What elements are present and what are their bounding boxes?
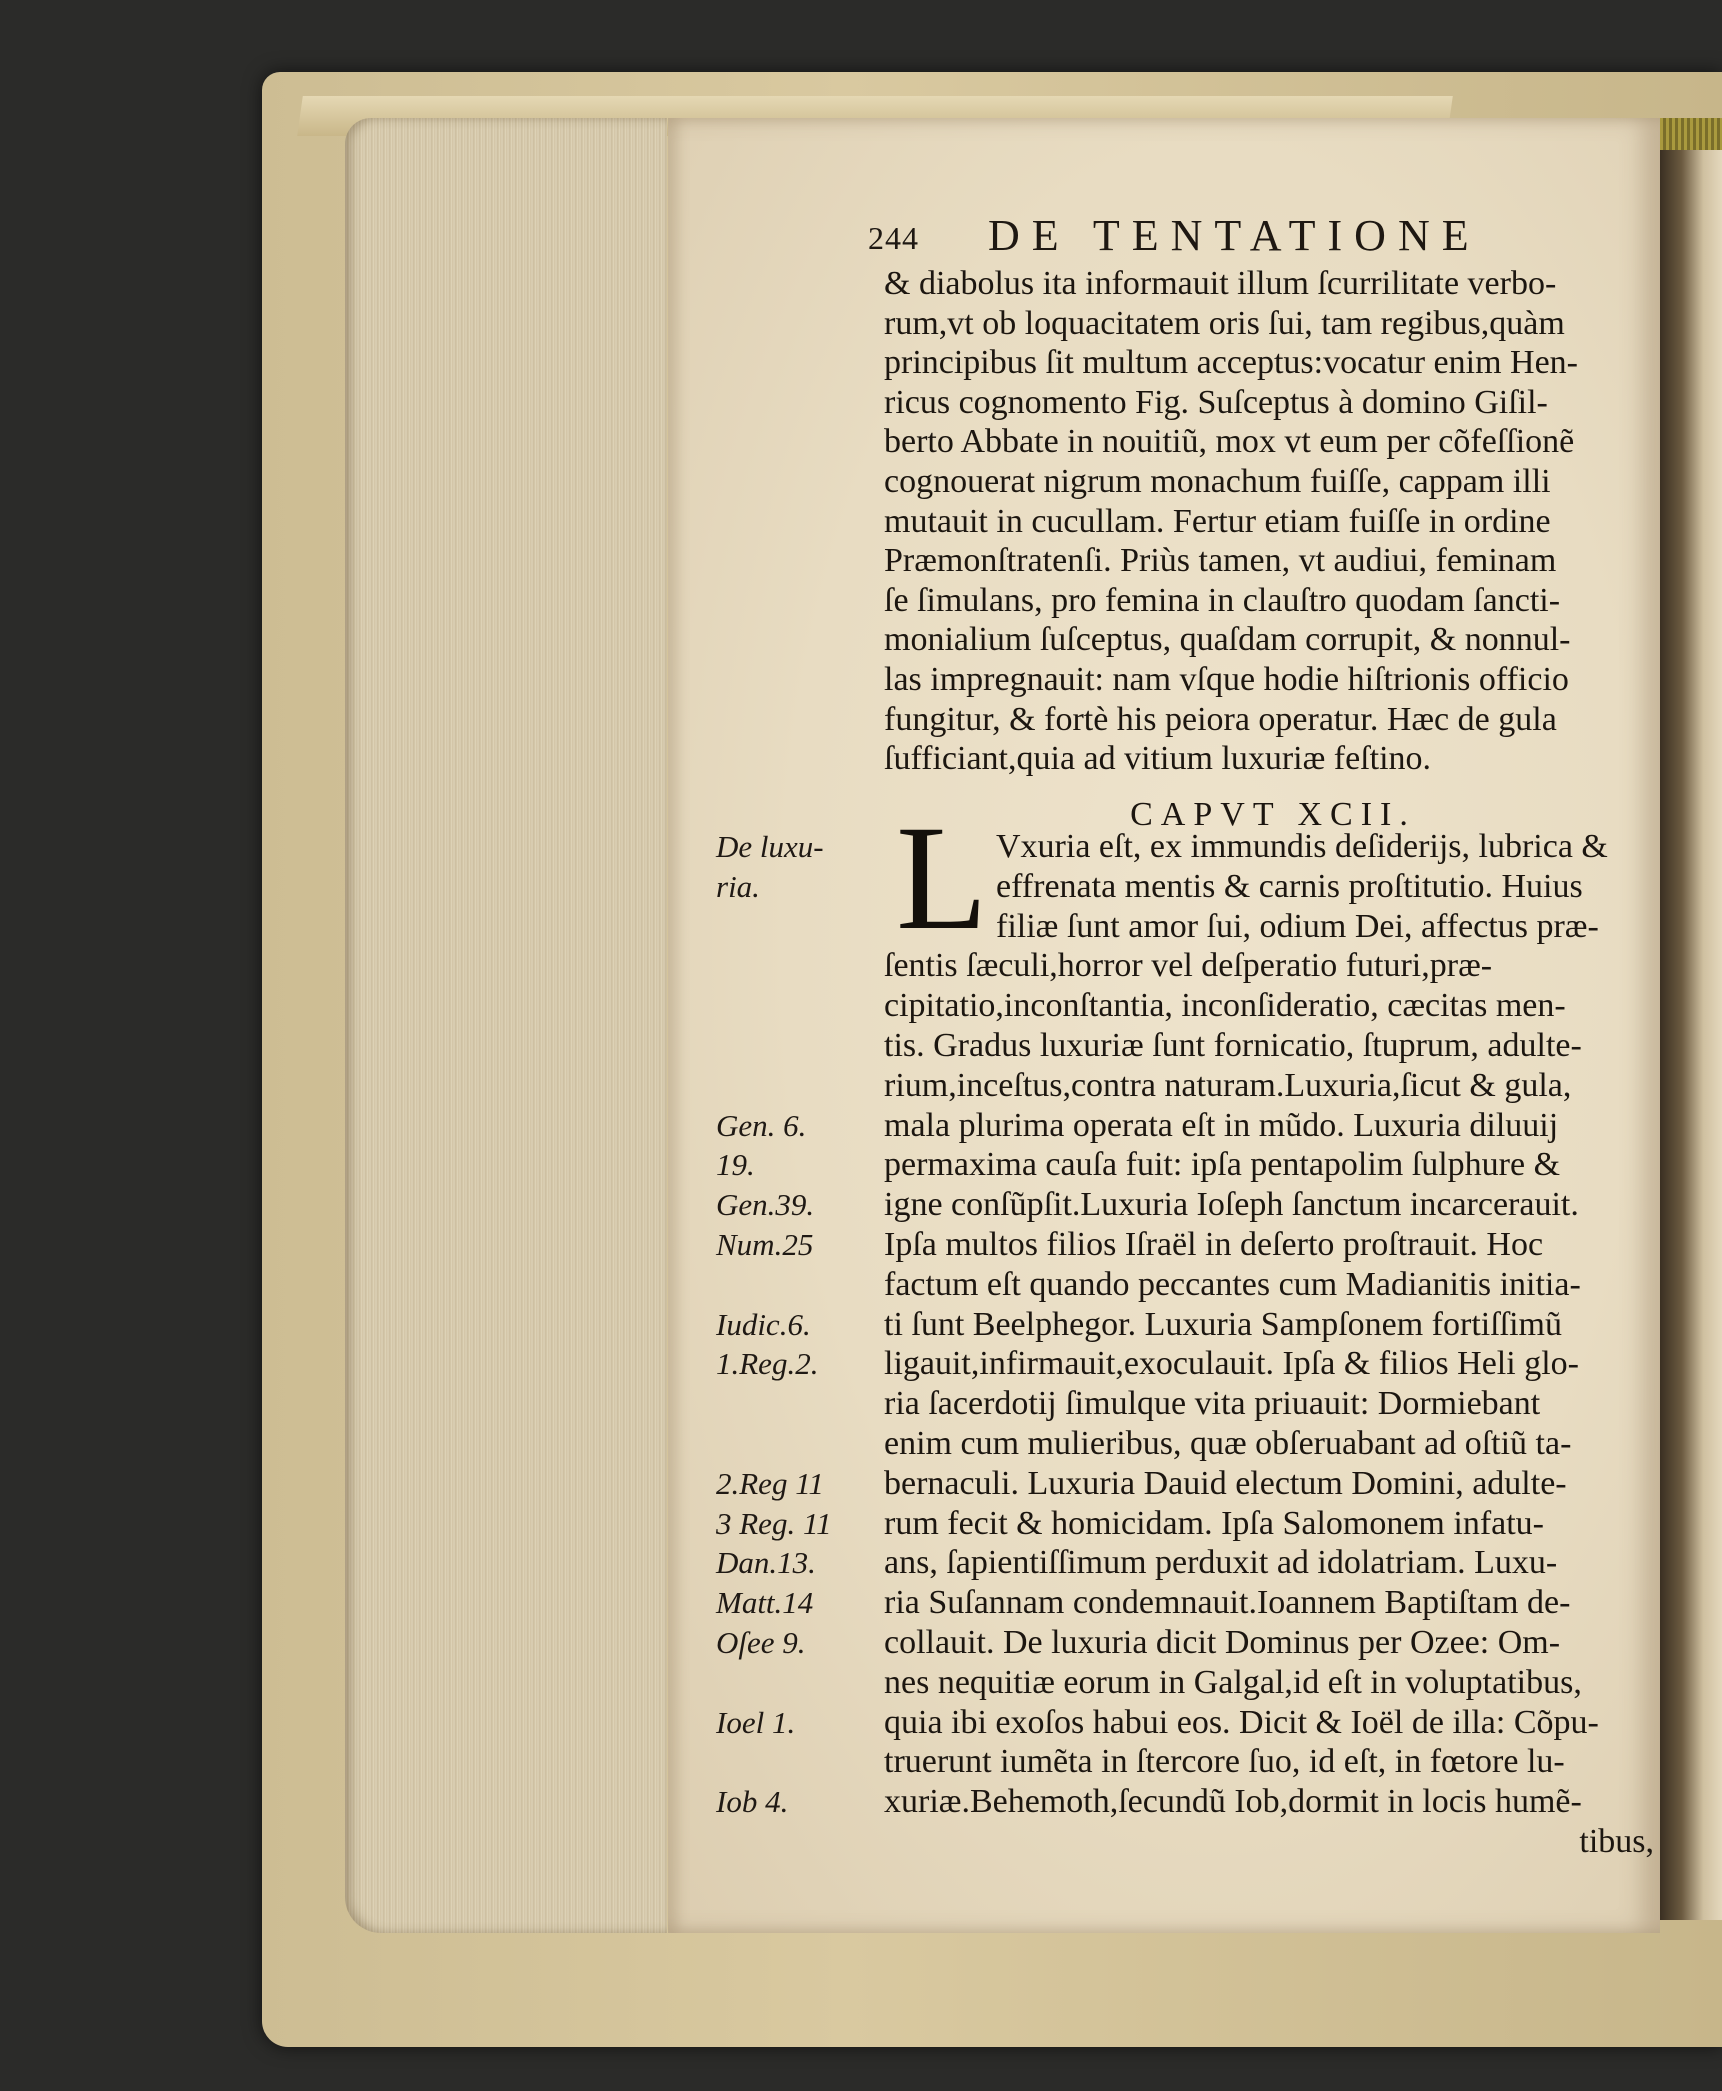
margin-note: Oſee 9. [716,1625,806,1660]
text-line: quia ibi exoſos habui eos. Dicit & Ioël de illa: Cõpu- [884,1703,1599,1741]
page-gutter [1660,150,1722,1920]
text-line: bernaculi. Luxuria Dauid electum Domini, adulte- [884,1464,1567,1502]
page-edges [345,118,667,1933]
text-line: Ipſa multos filios Iſraël in deſerto proſtrauit. Hoc [884,1225,1544,1263]
text-line: xuriæ.Behemoth,ſecundũ Iob,dormit in locis humẽ- [884,1783,1582,1821]
margin-note: 3 Reg. 11 [716,1505,832,1541]
text-line: tibus, [1579,1822,1654,1860]
text-line: ſe ſimulans, pro femina in clauſtro quodam ſancti- [884,581,1561,619]
margin-note: De luxu- [716,829,824,864]
chapter-heading: CAPVT XCII. [1130,796,1416,833]
text-line: effrenata mentis & carnis proſtitutio. Huius [996,867,1583,905]
text-line: ans, ſapientiſſimum perduxit ad idolatriam. Luxu- [884,1544,1558,1582]
margin-note: Iob 4. [716,1784,789,1820]
text-line: las impregnauit: nam vſque hodie hiſtrionis officio [884,660,1569,698]
body-text [884,264,1654,779]
text-line: ti ſunt Beelphegor. Luxuria Sampſonem fortiſſimũ [884,1305,1563,1343]
text-line: rum fecit & homicidam. Ipſa Salomonem infatu- [884,1504,1544,1542]
text-line: rium,inceſtus,contra naturam.Luxuria,ſicut & gula, [884,1066,1572,1104]
text-line: ria ſacerdotij ſimulque vita priuauit: Dormiebant [884,1385,1541,1423]
margin-note: Gen.39. [716,1187,815,1223]
text-line: rum,vt ob loquacitatem oris ſui, tam regibus,quàm [884,304,1565,342]
margin-note: Iudic.6. [716,1306,811,1342]
margin-note: Gen. 6. [716,1107,807,1143]
text-line: tis. Gradus luxuriæ ſunt fornicatio, ſtuprum, adulte- [884,1026,1582,1064]
text-line: truerunt iumẽta in ſtercore ſuo, id eſt, in fœtore lu- [884,1743,1565,1781]
text-line: filiæ ſunt amor ſui, odium Dei, affectus præ- [996,907,1599,945]
text-line: mutauit in cucullam. Fertur etiam fuiſſe in ordine [884,502,1551,540]
text-line: collauit. De luxuria dicit Dominus per Ozee: Om- [884,1623,1561,1661]
text-line: mala plurima operata eſt in mũdo. Luxuria diluuij [884,1106,1559,1144]
chapter-text [884,827,1654,1862]
margin-note: 2.Reg 11 [716,1465,824,1501]
text-line: nes nequitiæ eorum in Galgal,id eſt in voluptatibus, [884,1663,1582,1701]
text-line: fungitur, & fortè his peiora operatur. Hæc de gula [884,700,1557,738]
page-header [868,210,1628,266]
text-line: cipitatio,inconſtantia, inconſideratio, cæcitas men- [884,987,1566,1025]
page-number: 244 [868,220,919,256]
text-line: cognouerat nigrum monachum fuiſſe, cappam illi [884,462,1551,500]
margin-note: Matt.14 [716,1585,814,1621]
margin-note: Dan.13. [716,1545,816,1581]
margin-note: Ioel 1. [716,1704,796,1740]
text-line: ligauit,infirmauit,exoculauit. Ipſa & filios Heli glo- [884,1345,1579,1383]
text-line: igne conſũpſit.Luxuria Ioſeph ſanctum incarcerauit. [884,1186,1579,1224]
text-line: ſufficiant,quia ad vitium luxuriæ feſtino. [884,740,1432,778]
text-line: Vxuria eſt, ex immundis deſiderijs, lubrica & [996,828,1608,865]
text-line: & diabolus ita informauit illum ſcurrilitate verbo- [884,265,1557,302]
running-head: DE TENTATIONE [988,211,1481,260]
text-line: monialium ſuſceptus, quaſdam corrupit, & nonnul- [884,621,1571,659]
text-line: principibus ſit multum acceptus:vocatur enim Hen- [884,344,1578,382]
margin-note: Num.25 [716,1227,814,1262]
text-line: ſentis ſæculi,horror vel deſperatio futuri,præ- [884,947,1493,985]
drop-cap: L [896,795,988,961]
text-line: factum eſt quando peccantes cum Madianitis initia- [884,1265,1581,1303]
text-line: Præmonſtratenſi. Priùs tamen, vt audiui, feminam [884,542,1557,580]
margin-note: 1.Reg.2. [716,1346,819,1382]
text-line: permaxima cauſa fuit: ipſa pentapolim ſulphure & [884,1146,1561,1184]
text-line: enim cum mulieribus, quæ obſeruabant ad oſtiũ ta- [884,1424,1572,1462]
text-line: ricus cognomento Fig. Suſceptus à domino Giſil- [884,383,1548,421]
text-line: berto Abbate in nouitiũ, mox vt eum per cõfeſſionẽ [884,423,1575,461]
binding-thread [1660,118,1722,154]
text-line: ria Suſannam condemnauit.Ioannem Baptiſtam de- [884,1584,1571,1622]
margin-note: ria. [716,868,760,904]
margin-note: 19. [716,1147,755,1183]
